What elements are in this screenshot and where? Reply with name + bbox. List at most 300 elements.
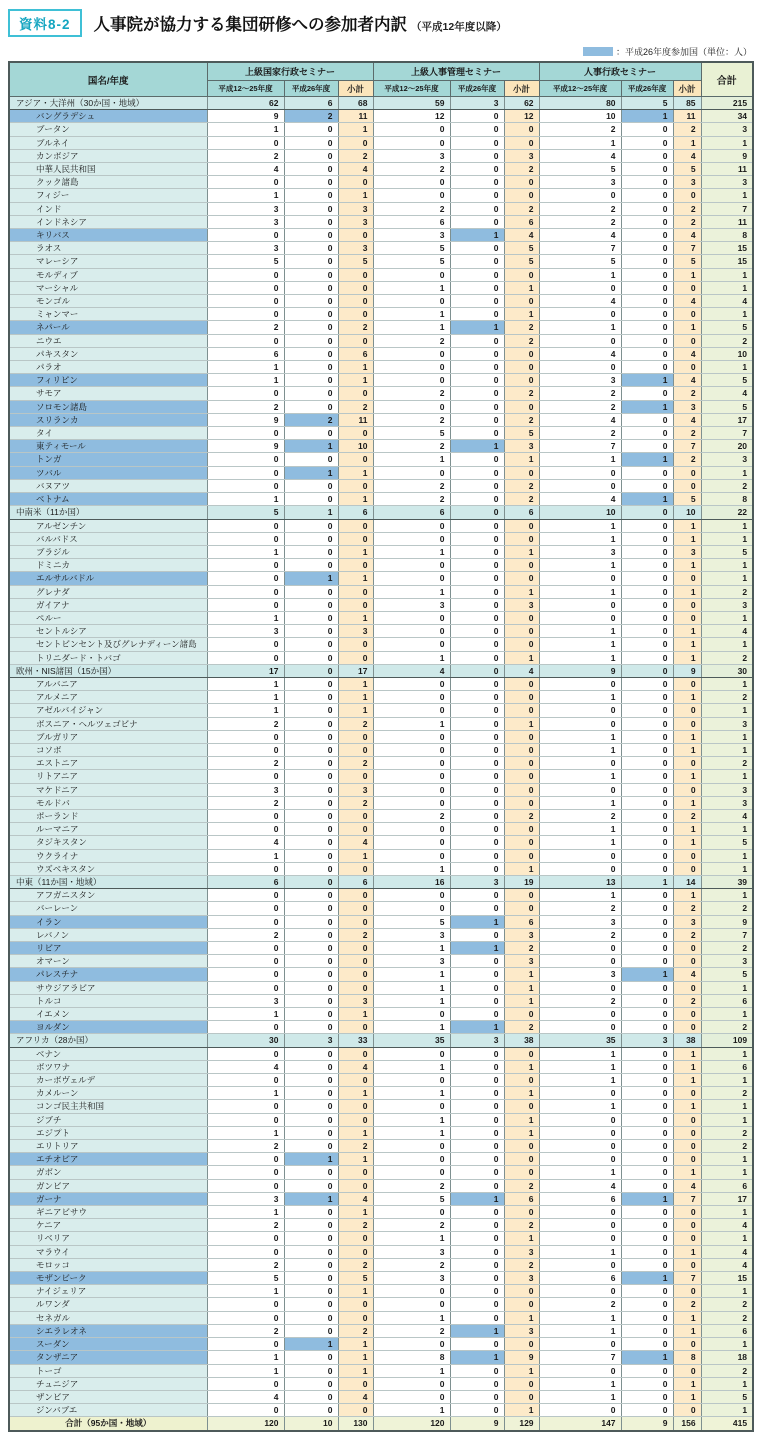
document-tag: 資料8-2 bbox=[8, 9, 82, 37]
page-title-text: 人事院が協力する集団研修への参加者内訳 bbox=[93, 16, 408, 34]
value-cell: 1 bbox=[207, 361, 284, 374]
value-cell: 3 bbox=[207, 783, 284, 796]
h26-value-cell: 0 bbox=[621, 506, 673, 519]
h26-value-cell: 1 bbox=[284, 572, 338, 585]
subtotal-cell: 0 bbox=[504, 1100, 539, 1113]
h26-value-cell: 0 bbox=[284, 849, 338, 862]
h26-value-cell: 0 bbox=[621, 1140, 673, 1153]
row-total-cell: 2 bbox=[701, 1364, 753, 1377]
row-total-cell: 1 bbox=[701, 268, 753, 281]
value-cell: 10 bbox=[539, 506, 621, 519]
value-cell: 0 bbox=[539, 717, 621, 730]
country-name-cell: マーシャル bbox=[9, 281, 207, 294]
subtotal-cell: 3 bbox=[338, 242, 373, 255]
row-total-cell: 1 bbox=[701, 361, 753, 374]
value-cell: 0 bbox=[207, 532, 284, 545]
h26-value-cell: 9 bbox=[450, 1417, 504, 1431]
value-cell: 1 bbox=[373, 1126, 450, 1139]
table-row bbox=[9, 110, 753, 123]
subtotal-cell: 0 bbox=[504, 902, 539, 915]
value-cell: 0 bbox=[373, 1047, 450, 1060]
h26-value-cell: 1 bbox=[450, 1351, 504, 1364]
header-row-groups bbox=[9, 62, 753, 81]
subtotal-cell: 0 bbox=[673, 955, 701, 968]
h26-value-cell: 0 bbox=[284, 1074, 338, 1087]
value-cell: 1 bbox=[207, 1285, 284, 1298]
subtotal-cell: 1 bbox=[338, 704, 373, 717]
h26-value-cell: 0 bbox=[621, 1404, 673, 1417]
subtotal-cell: 1 bbox=[673, 1377, 701, 1390]
h26-value-cell: 0 bbox=[621, 176, 673, 189]
value-cell: 2 bbox=[373, 334, 450, 347]
subtotal-cell: 0 bbox=[338, 902, 373, 915]
subtotal-cell: 0 bbox=[504, 611, 539, 624]
table-row bbox=[9, 321, 753, 334]
subtotal-cell: 0 bbox=[673, 1206, 701, 1219]
country-name-cell: ブータン bbox=[9, 123, 207, 136]
country-name-cell: コソボ bbox=[9, 743, 207, 756]
value-cell: 1 bbox=[539, 1047, 621, 1060]
value-cell: 2 bbox=[207, 1219, 284, 1232]
value-cell: 6 bbox=[207, 347, 284, 360]
country-name-cell: モロッコ bbox=[9, 1258, 207, 1271]
subtotal-cell: 3 bbox=[504, 149, 539, 162]
value-cell: 0 bbox=[207, 955, 284, 968]
subtotal-cell: 2 bbox=[504, 1179, 539, 1192]
h26-value-cell: 0 bbox=[284, 400, 338, 413]
subtotal-cell: 3 bbox=[504, 1324, 539, 1337]
section-row bbox=[9, 506, 753, 519]
subtotal-cell: 0 bbox=[673, 1021, 701, 1034]
subtotal-cell: 38 bbox=[504, 1034, 539, 1047]
grand-total-label-cell: 合計（95か国・地域） bbox=[9, 1417, 207, 1431]
h26-value-cell: 0 bbox=[284, 1100, 338, 1113]
country-name-cell: スーダン bbox=[9, 1338, 207, 1351]
h26-value-cell: 1 bbox=[284, 440, 338, 453]
value-cell: 1 bbox=[207, 374, 284, 387]
value-cell: 1 bbox=[539, 1390, 621, 1403]
value-cell: 0 bbox=[539, 1021, 621, 1034]
row-total-cell: 1 bbox=[701, 743, 753, 756]
h26-value-cell: 3 bbox=[450, 97, 504, 110]
seminar-group-header: 上級人事管理セミナー bbox=[373, 62, 539, 81]
subtotal-cell: 0 bbox=[673, 1338, 701, 1351]
value-cell: 0 bbox=[207, 572, 284, 585]
subtotal-cell: 14 bbox=[673, 875, 701, 888]
subtotal-cell: 0 bbox=[338, 955, 373, 968]
value-cell: 0 bbox=[207, 519, 284, 532]
country-name-cell: ルワンダ bbox=[9, 1298, 207, 1311]
subtotal-cell: 6 bbox=[338, 506, 373, 519]
h26-value-cell: 0 bbox=[450, 889, 504, 902]
country-name-cell: ベトナム bbox=[9, 493, 207, 506]
subtotal-cell: 0 bbox=[673, 308, 701, 321]
h26-value-cell: 0 bbox=[284, 757, 338, 770]
h26-value-cell: 0 bbox=[284, 968, 338, 981]
h26-value-cell: 0 bbox=[450, 783, 504, 796]
subtotal-cell: 0 bbox=[338, 823, 373, 836]
subtotal-cell: 7 bbox=[673, 242, 701, 255]
subtotal-cell: 0 bbox=[504, 1206, 539, 1219]
subtotal-cell: 2 bbox=[338, 400, 373, 413]
value-cell: 2 bbox=[207, 321, 284, 334]
table-row bbox=[9, 849, 753, 862]
subtotal-cell: 1 bbox=[673, 1074, 701, 1087]
row-total-cell: 5 bbox=[701, 836, 753, 849]
h26-value-cell: 0 bbox=[621, 308, 673, 321]
country-name-cell: アルメニア bbox=[9, 691, 207, 704]
value-cell: 1 bbox=[207, 1206, 284, 1219]
value-cell: 1 bbox=[539, 1324, 621, 1337]
table-row bbox=[9, 1192, 753, 1205]
subtotal-cell: 68 bbox=[338, 97, 373, 110]
value-cell: 0 bbox=[207, 1232, 284, 1245]
h26-value-cell: 0 bbox=[284, 1232, 338, 1245]
h26-value-cell: 0 bbox=[621, 1166, 673, 1179]
subtotal-cell: 0 bbox=[673, 981, 701, 994]
value-cell: 1 bbox=[207, 1351, 284, 1364]
row-total-cell: 9 bbox=[701, 149, 753, 162]
subtotal-cell: 0 bbox=[338, 308, 373, 321]
h26-value-cell: 0 bbox=[284, 427, 338, 440]
subtotal-cell: 0 bbox=[338, 942, 373, 955]
subtotal-cell: 1 bbox=[504, 1232, 539, 1245]
value-cell: 1 bbox=[373, 651, 450, 664]
h26-value-cell: 2 bbox=[284, 413, 338, 426]
table-row bbox=[9, 136, 753, 149]
h26-value-cell: 0 bbox=[284, 1206, 338, 1219]
h26-value-cell: 0 bbox=[450, 295, 504, 308]
country-name-cell: モザンビーク bbox=[9, 1272, 207, 1285]
table-row bbox=[9, 215, 753, 228]
value-cell: 3 bbox=[539, 968, 621, 981]
table-row bbox=[9, 387, 753, 400]
subtotal-cell: 2 bbox=[338, 1258, 373, 1271]
h26-value-cell: 0 bbox=[621, 334, 673, 347]
subtotal-cell: 0 bbox=[504, 638, 539, 651]
value-cell: 0 bbox=[207, 585, 284, 598]
value-cell: 4 bbox=[207, 836, 284, 849]
h26-value-cell: 0 bbox=[284, 691, 338, 704]
country-name-cell: レバノン bbox=[9, 928, 207, 941]
value-cell: 0 bbox=[373, 730, 450, 743]
country-name-cell: セネガル bbox=[9, 1311, 207, 1324]
h26-value-cell: 1 bbox=[621, 110, 673, 123]
h26-value-cell: 5 bbox=[621, 97, 673, 110]
grand-total-header: 合計 bbox=[701, 62, 753, 97]
row-total-cell: 20 bbox=[701, 440, 753, 453]
table-row bbox=[9, 691, 753, 704]
h26-value-cell: 0 bbox=[284, 915, 338, 928]
subtotal-cell: 0 bbox=[338, 479, 373, 492]
value-cell: 1 bbox=[373, 321, 450, 334]
value-cell: 59 bbox=[373, 97, 450, 110]
value-cell: 1 bbox=[207, 189, 284, 202]
section-label-cell: 中東（11か国・地域） bbox=[9, 875, 207, 888]
subtotal-cell: 4 bbox=[504, 664, 539, 677]
table-row bbox=[9, 625, 753, 638]
row-total-cell: 2 bbox=[701, 1087, 753, 1100]
table-row bbox=[9, 1324, 753, 1337]
row-total-cell: 4 bbox=[701, 1258, 753, 1271]
year-header-cell: 平成12～25年度 bbox=[539, 81, 621, 97]
value-cell: 2 bbox=[373, 202, 450, 215]
value-cell: 3 bbox=[207, 215, 284, 228]
subtotal-cell: 4 bbox=[673, 149, 701, 162]
value-cell: 1 bbox=[373, 585, 450, 598]
country-name-cell: ガボン bbox=[9, 1166, 207, 1179]
value-cell: 2 bbox=[373, 1219, 450, 1232]
table-row bbox=[9, 334, 753, 347]
value-cell: 0 bbox=[539, 783, 621, 796]
table-row bbox=[9, 1377, 753, 1390]
subtotal-cell: 0 bbox=[338, 453, 373, 466]
subtotal-cell: 0 bbox=[338, 1166, 373, 1179]
subtotal-cell: 2 bbox=[673, 453, 701, 466]
h26-value-cell: 0 bbox=[284, 809, 338, 822]
subtotal-cell: 0 bbox=[504, 1140, 539, 1153]
country-name-cell: ブルネイ bbox=[9, 136, 207, 149]
row-total-cell: 39 bbox=[701, 875, 753, 888]
subtotal-cell: 7 bbox=[673, 440, 701, 453]
h26-value-cell: 0 bbox=[450, 413, 504, 426]
row-total-cell: 1 bbox=[701, 889, 753, 902]
value-cell: 5 bbox=[373, 915, 450, 928]
table-row bbox=[9, 994, 753, 1007]
row-total-cell: 2 bbox=[701, 585, 753, 598]
h26-value-cell: 0 bbox=[450, 268, 504, 281]
value-cell: 0 bbox=[207, 730, 284, 743]
value-cell: 6 bbox=[539, 1272, 621, 1285]
subtotal-cell: 6 bbox=[504, 506, 539, 519]
subtotal-cell: 1 bbox=[338, 1364, 373, 1377]
h26-value-cell: 0 bbox=[450, 1166, 504, 1179]
value-cell: 3 bbox=[373, 149, 450, 162]
h26-value-cell: 0 bbox=[450, 189, 504, 202]
value-cell: 0 bbox=[373, 189, 450, 202]
row-total-cell: 15 bbox=[701, 242, 753, 255]
value-cell: 3 bbox=[207, 242, 284, 255]
value-cell: 0 bbox=[373, 638, 450, 651]
subtotal-cell: 0 bbox=[338, 1179, 373, 1192]
value-cell: 0 bbox=[207, 598, 284, 611]
h26-value-cell: 0 bbox=[450, 981, 504, 994]
row-total-cell: 1 bbox=[701, 1285, 753, 1298]
table-row bbox=[9, 757, 753, 770]
subtotal-cell: 2 bbox=[338, 928, 373, 941]
row-total-cell: 1 bbox=[701, 189, 753, 202]
row-total-cell: 1 bbox=[701, 862, 753, 875]
subtotal-cell: 130 bbox=[338, 1417, 373, 1431]
subtotal-cell: 0 bbox=[504, 743, 539, 756]
value-cell: 1 bbox=[539, 585, 621, 598]
subtotal-cell: 2 bbox=[504, 202, 539, 215]
h26-value-cell: 0 bbox=[621, 915, 673, 928]
country-name-cell: ニウエ bbox=[9, 334, 207, 347]
subtotal-cell: 1 bbox=[504, 717, 539, 730]
subtotal-cell: 2 bbox=[673, 809, 701, 822]
country-name-cell: ブルガリア bbox=[9, 730, 207, 743]
table-row bbox=[9, 1113, 753, 1126]
value-cell: 0 bbox=[373, 361, 450, 374]
h26-value-cell: 0 bbox=[621, 123, 673, 136]
row-total-cell: 4 bbox=[701, 1219, 753, 1232]
h26-value-cell: 0 bbox=[450, 730, 504, 743]
subtotal-cell: 1 bbox=[504, 1113, 539, 1126]
value-cell: 0 bbox=[207, 1404, 284, 1417]
subtotal-cell: 1 bbox=[673, 651, 701, 664]
table-row bbox=[9, 809, 753, 822]
h26-value-cell: 2 bbox=[284, 110, 338, 123]
subtotal-cell: 5 bbox=[338, 1272, 373, 1285]
value-cell: 3 bbox=[207, 994, 284, 1007]
h26-value-cell: 0 bbox=[621, 1060, 673, 1073]
subtotal-cell: 0 bbox=[338, 1021, 373, 1034]
h26-value-cell: 0 bbox=[284, 598, 338, 611]
row-total-cell: 2 bbox=[701, 757, 753, 770]
row-total-cell: 5 bbox=[701, 321, 753, 334]
subtotal-cell: 0 bbox=[338, 1074, 373, 1087]
subtotal-cell: 0 bbox=[673, 361, 701, 374]
subtotal-cell: 0 bbox=[504, 1298, 539, 1311]
subtotal-cell: 1 bbox=[673, 770, 701, 783]
country-name-cell: マレーシア bbox=[9, 255, 207, 268]
country-name-cell: フィジー bbox=[9, 189, 207, 202]
value-cell: 0 bbox=[373, 1206, 450, 1219]
h26-value-cell: 0 bbox=[450, 1232, 504, 1245]
country-name-cell: ミャンマー bbox=[9, 308, 207, 321]
subtotal-cell: 0 bbox=[338, 427, 373, 440]
table-row bbox=[9, 902, 753, 915]
country-name-cell: ツバル bbox=[9, 466, 207, 479]
h26-value-cell: 0 bbox=[450, 809, 504, 822]
h26-value-cell: 1 bbox=[284, 1153, 338, 1166]
subtotal-cell: 1 bbox=[338, 1285, 373, 1298]
h26-value-cell: 0 bbox=[450, 1100, 504, 1113]
table-row bbox=[9, 955, 753, 968]
h26-value-cell: 3 bbox=[621, 1034, 673, 1047]
row-total-cell: 2 bbox=[701, 334, 753, 347]
value-cell: 2 bbox=[373, 493, 450, 506]
country-name-cell: ペルー bbox=[9, 611, 207, 624]
h26-value-cell: 0 bbox=[284, 1324, 338, 1337]
h26-value-cell: 0 bbox=[621, 598, 673, 611]
value-cell: 0 bbox=[373, 783, 450, 796]
country-name-cell: ジブチ bbox=[9, 1113, 207, 1126]
h26-value-cell: 0 bbox=[284, 202, 338, 215]
h26-value-cell: 0 bbox=[621, 361, 673, 374]
country-name-cell: ベナン bbox=[9, 1047, 207, 1060]
h26-value-cell: 0 bbox=[621, 1047, 673, 1060]
subtotal-cell: 9 bbox=[673, 664, 701, 677]
subtotal-cell: 0 bbox=[504, 1338, 539, 1351]
row-total-cell: 415 bbox=[701, 1417, 753, 1431]
subtotal-cell: 1 bbox=[673, 638, 701, 651]
value-cell: 0 bbox=[373, 823, 450, 836]
h26-value-cell: 0 bbox=[450, 506, 504, 519]
h26-value-cell: 1 bbox=[450, 942, 504, 955]
h26-value-cell: 0 bbox=[450, 427, 504, 440]
value-cell: 0 bbox=[373, 677, 450, 690]
subtotal-cell: 1 bbox=[673, 268, 701, 281]
country-name-cell: カメルーン bbox=[9, 1087, 207, 1100]
subtotal-cell: 0 bbox=[504, 532, 539, 545]
subtotal-cell: 2 bbox=[504, 163, 539, 176]
h26-value-cell: 0 bbox=[284, 1390, 338, 1403]
value-cell: 0 bbox=[207, 915, 284, 928]
value-cell: 0 bbox=[207, 453, 284, 466]
value-cell: 1 bbox=[539, 453, 621, 466]
h26-value-cell: 0 bbox=[450, 347, 504, 360]
value-cell: 0 bbox=[539, 981, 621, 994]
h26-value-cell: 0 bbox=[450, 281, 504, 294]
table-row bbox=[9, 347, 753, 360]
subtotal-cell: 2 bbox=[338, 757, 373, 770]
h26-value-cell: 0 bbox=[284, 651, 338, 664]
row-total-cell: 1 bbox=[701, 1338, 753, 1351]
subtotal-cell: 0 bbox=[338, 981, 373, 994]
h26-value-cell: 0 bbox=[450, 717, 504, 730]
value-cell: 7 bbox=[539, 440, 621, 453]
table-row bbox=[9, 545, 753, 558]
country-name-cell: タンザニア bbox=[9, 1351, 207, 1364]
year-header-cell: 平成26年度 bbox=[284, 81, 338, 97]
value-cell: 5 bbox=[207, 255, 284, 268]
country-name-cell: チュニジア bbox=[9, 1377, 207, 1390]
subtotal-cell: 2 bbox=[504, 387, 539, 400]
country-name-cell: マケドニア bbox=[9, 783, 207, 796]
h26-value-cell: 0 bbox=[621, 1008, 673, 1021]
row-total-cell: 1 bbox=[701, 532, 753, 545]
subtotal-cell: 2 bbox=[504, 1021, 539, 1034]
h26-value-cell: 0 bbox=[450, 757, 504, 770]
row-total-cell: 215 bbox=[701, 97, 753, 110]
country-name-cell: モルドバ bbox=[9, 796, 207, 809]
row-total-cell: 1 bbox=[701, 770, 753, 783]
subtotal-cell: 0 bbox=[673, 466, 701, 479]
country-name-cell: フィリピン bbox=[9, 374, 207, 387]
h26-value-cell: 6 bbox=[284, 97, 338, 110]
subtotal-cell: 0 bbox=[338, 585, 373, 598]
table-row bbox=[9, 1140, 753, 1153]
h26-value-cell: 0 bbox=[284, 1404, 338, 1417]
subtotal-cell: 0 bbox=[338, 136, 373, 149]
h26-value-cell: 0 bbox=[621, 1245, 673, 1258]
row-total-cell: 1 bbox=[701, 559, 753, 572]
value-cell: 0 bbox=[207, 902, 284, 915]
value-cell: 2 bbox=[539, 809, 621, 822]
h26-value-cell: 0 bbox=[450, 1087, 504, 1100]
subtotal-cell: 1 bbox=[673, 1245, 701, 1258]
table-row bbox=[9, 1153, 753, 1166]
subtotal-cell: 4 bbox=[673, 413, 701, 426]
subtotal-header-cell: 小計 bbox=[504, 81, 539, 97]
subtotal-cell: 0 bbox=[504, 730, 539, 743]
subtotal-cell: 3 bbox=[504, 1272, 539, 1285]
table-row bbox=[9, 559, 753, 572]
subtotal-cell: 6 bbox=[504, 1192, 539, 1205]
h26-value-cell: 1 bbox=[621, 493, 673, 506]
value-cell: 1 bbox=[373, 308, 450, 321]
row-total-cell: 3 bbox=[701, 955, 753, 968]
h26-value-cell: 0 bbox=[450, 691, 504, 704]
value-cell: 4 bbox=[539, 229, 621, 242]
h26-value-cell: 0 bbox=[450, 1219, 504, 1232]
value-cell: 0 bbox=[207, 1047, 284, 1060]
h26-value-cell: 0 bbox=[284, 994, 338, 1007]
subtotal-cell: 2 bbox=[673, 215, 701, 228]
h26-value-cell: 0 bbox=[450, 955, 504, 968]
